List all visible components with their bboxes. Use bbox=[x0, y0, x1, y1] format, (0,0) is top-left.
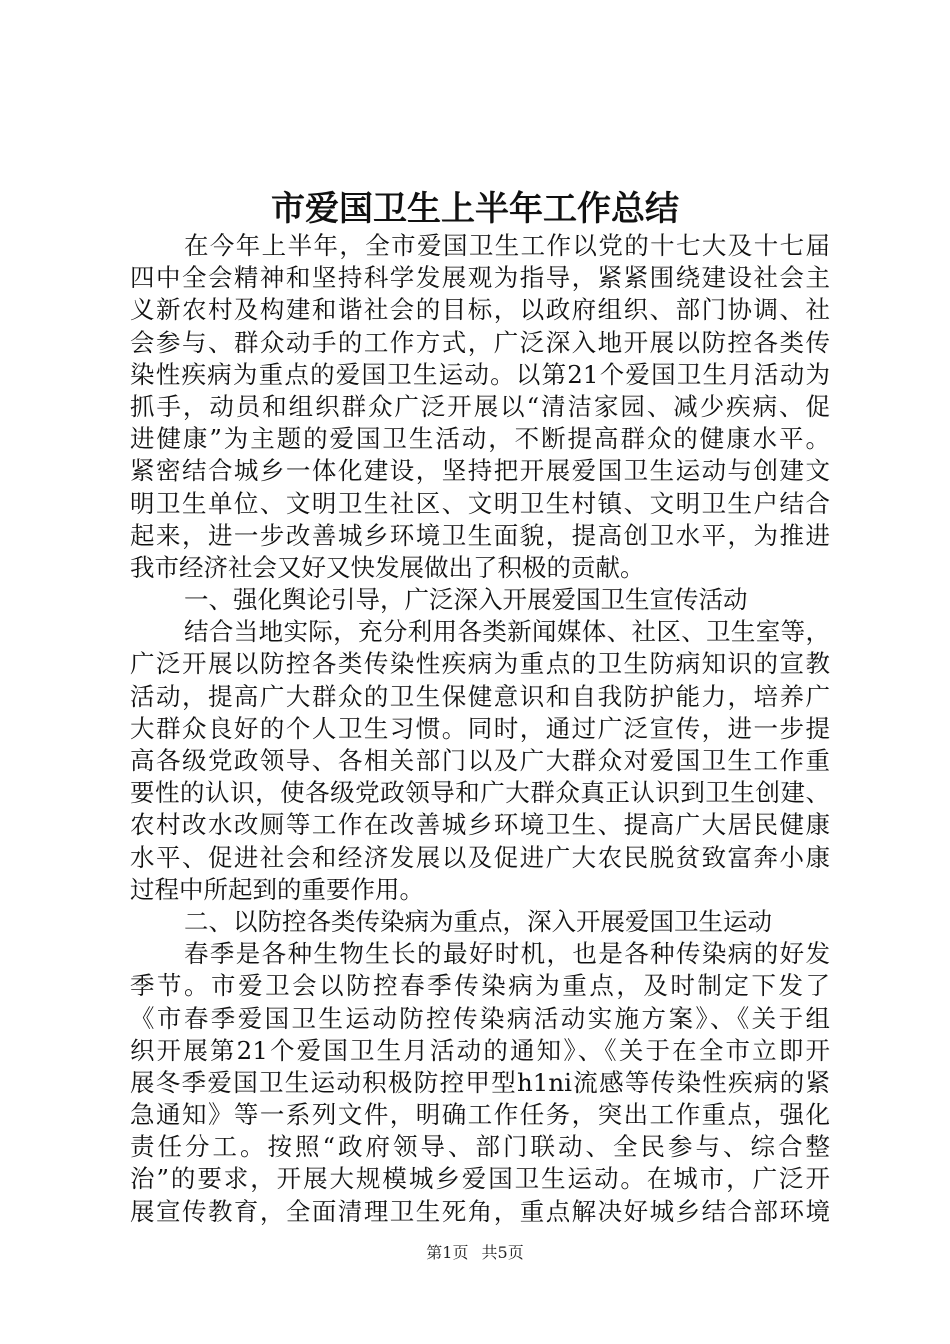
paragraph-line: 大群众良好的个人卫生习惯。同时，通过广泛宣传，进一步提 bbox=[130, 713, 830, 743]
paragraph-line: 高各级党政领导、各相关部门以及广大群众对爱国卫生工作重 bbox=[130, 746, 830, 775]
paragraph-line: 急通知》等一系列文件，明确工作任务，突出工作重点，强化 bbox=[130, 1100, 830, 1130]
paragraph-line: 要性的认识，使各级党政领导和广大群众真正认识到卫生创建、 bbox=[130, 778, 830, 808]
paragraph-line: 织开展第21个爱国卫生月活动的通知》、《关于在全市立即开 bbox=[130, 1035, 830, 1065]
paragraph-line: 春季是各种生物生长的最好时机，也是各种传染病的好发 bbox=[184, 939, 830, 969]
paragraph-line: 染性疾病为重点的爱国卫生运动。以第21个爱国卫生月活动为 bbox=[130, 359, 830, 389]
page-footer bbox=[0, 1242, 950, 1264]
paragraph-line: 四中全会精神和坚持科学发展观为指导，紧紧围绕建设社会主 bbox=[130, 263, 830, 293]
paragraph-line: 抓手，动员和组织群众广泛开展以“清洁家园、减少疾病、促 bbox=[130, 391, 830, 421]
section-heading: 二、以防控各类传染病为重点，深入开展爱国卫生运动 bbox=[184, 906, 772, 936]
paragraph-line: 结合当地实际，充分利用各类新闻媒体、社区、卫生室等， bbox=[184, 617, 830, 647]
paragraph-line: 责任分工。按照“政府领导、部门联动、全民参与、综合整 bbox=[130, 1132, 830, 1162]
document-body bbox=[130, 230, 830, 1228]
paragraph-line: 展宣传教育，全面清理卫生死角，重点解决好城乡结合部环境 bbox=[130, 1196, 830, 1226]
document-title: 市爱国卫生上半年工作总结 bbox=[271, 189, 679, 229]
paragraph-line: 进健康”为主题的爱国卫生活动，不断提高群众的健康水平。 bbox=[130, 424, 830, 454]
paragraph-line: 活动，提高广大群众的卫生保健意识和自我防护能力，培养广 bbox=[130, 681, 830, 711]
paragraph-line: 季节。市爱卫会以防控春季传染病为重点，及时制定下发了 bbox=[130, 971, 830, 1001]
page-number: 第1页 bbox=[426, 1243, 469, 1262]
paragraph-line: 起来，进一步改善城乡环境卫生面貌，提高创卫水平，为推进 bbox=[130, 520, 830, 550]
paragraph-line: 广泛开展以防控各类传染性疾病为重点的卫生防病知识的宣教 bbox=[130, 649, 830, 679]
page-total: 共5页 bbox=[481, 1243, 524, 1262]
paragraph-line: 《市春季爱国卫生运动防控传染病活动实施方案》、《关于组 bbox=[130, 1003, 830, 1033]
paragraph-line: 过程中所起到的重要作用。 bbox=[130, 874, 424, 904]
paragraph-line: 在今年上半年，全市爱国卫生工作以党的十七大及十七届 bbox=[184, 231, 830, 260]
paragraph-line: 义新农村及构建和谐社会的目标，以政府组织、部门协调、社 bbox=[130, 295, 830, 325]
section-heading: 一、强化舆论引导，广泛深入开展爱国卫生宣传活动 bbox=[184, 585, 748, 615]
paragraph-line: 明卫生单位、文明卫生社区、文明卫生村镇、文明卫生户结合 bbox=[130, 488, 830, 518]
paragraph-line: 我市经济社会又好又快发展做出了积极的贡献。 bbox=[130, 552, 645, 582]
paragraph-line: 治”的要求，开展大规模城乡爱国卫生运动。在城市，广泛开 bbox=[130, 1164, 830, 1194]
paragraph-line: 农村改水改厕等工作在改善城乡环境卫生、提高广大居民健康 bbox=[130, 810, 830, 840]
paragraph-line: 展冬季爱国卫生运动积极防控甲型h1ni流感等传染性疾病的紧 bbox=[130, 1067, 830, 1097]
paragraph-line: 水平、促进社会和经济发展以及促进广大农民脱贫致富奔小康 bbox=[130, 842, 830, 872]
paragraph-line: 会参与、群众动手的工作方式，广泛深入地开展以防控各类传 bbox=[130, 327, 830, 357]
paragraph-line: 紧密结合城乡一体化建设，坚持把开展爱国卫生运动与创建文 bbox=[130, 456, 830, 486]
